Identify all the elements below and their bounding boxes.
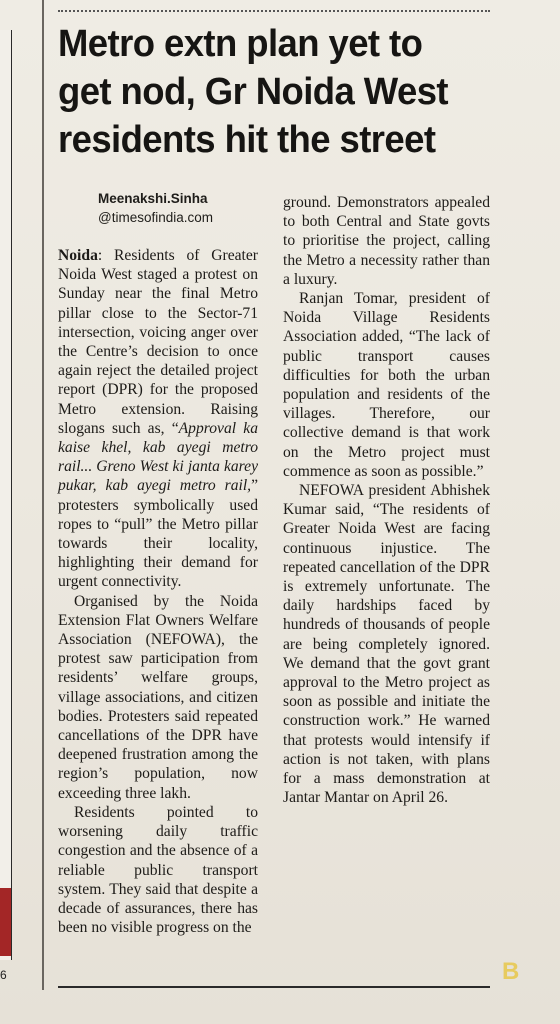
paragraph-4: Ranjan Tomar, president of Noida Village Residents Association added, “The lack of public transport causes difficulties for both the urban population and residents of the villages. Therefore, our collective demand is that work on the Metro project must commence as soon as possible.” <box>283 290 490 480</box>
paragraph-1 <box>58 246 258 592</box>
headline: Metro extn plan yet to get nod, Gr Noida West residents hit the street <box>58 23 448 161</box>
adjacent-page-edge <box>0 30 12 960</box>
byline-email: @timesofindia.com <box>98 210 213 225</box>
bottom-rule <box>58 986 490 988</box>
paragraph-3-continued: ground. Demonstrators appealed to both Central and State govts to prioritise the project, calling the Metro a necessity rather than a luxury. <box>283 194 490 288</box>
paragraph-1-text: : Residents of Greater Noida West staged a protest on Sunday near the final Metro pillar close to the Sector-71 intersection, voicing anger over the Centre’s decision to once again reject the detailed project report (DPR) for the proposed Metro extension. Raising slogans such as, “ <box>58 247 258 437</box>
column-divider <box>42 0 44 990</box>
article-column-1 <box>58 246 258 937</box>
watermark-letter: B <box>502 958 520 985</box>
paragraph-5: NEFOWA president Abhishek Kumar said, “The residents of Greater Noida West are facing continuous injustice. The repeated cancellation of the DPR is extremely unfortunate. The daily hardships faced by hundreds of thousands of people are being completely ignored. We demand that the govt grant approval to the Metro project as soon as possible and initiate the construction work.” He warned that protests would intensify if action is not taken, with plans for a mass demonstration at Jantar Mantar on April 26. <box>283 482 490 807</box>
paragraph-1-end: ” protesters symbolically used ropes to “pull” the Metro pillar towards their locality, highlighting their demand for urgent connectivity. <box>58 477 258 591</box>
top-dotted-rule <box>58 10 490 12</box>
paragraph-2: Organised by the Noida Extension Flat Owners Welfare Association (NEFOWA), the protest saw participation from residents’ welfare groups, village associations, and citizen bodies. Protesters said repeated cancellations of the DPR have deepened frustration among the region’s population, now exceeding three lakh. <box>58 592 258 802</box>
slogan-text: Approval ka kaise khel, kab ayegi metro rail... Greno West ki janta karey pukar, kab ayegi metro rail, <box>58 419 258 495</box>
byline-name: Meenakshi.Sinha <box>98 191 208 206</box>
dateline: Noida <box>58 247 98 264</box>
article-column-2 <box>283 193 490 808</box>
adjacent-red-block <box>0 888 11 956</box>
paragraph-3: Residents pointed to worsening daily traffic congestion and the absence of a reliable public transport system. They said that despite a decade of assurances, there has been no visible progress on the <box>58 803 258 937</box>
page-number-fragment: 6 <box>0 968 7 982</box>
